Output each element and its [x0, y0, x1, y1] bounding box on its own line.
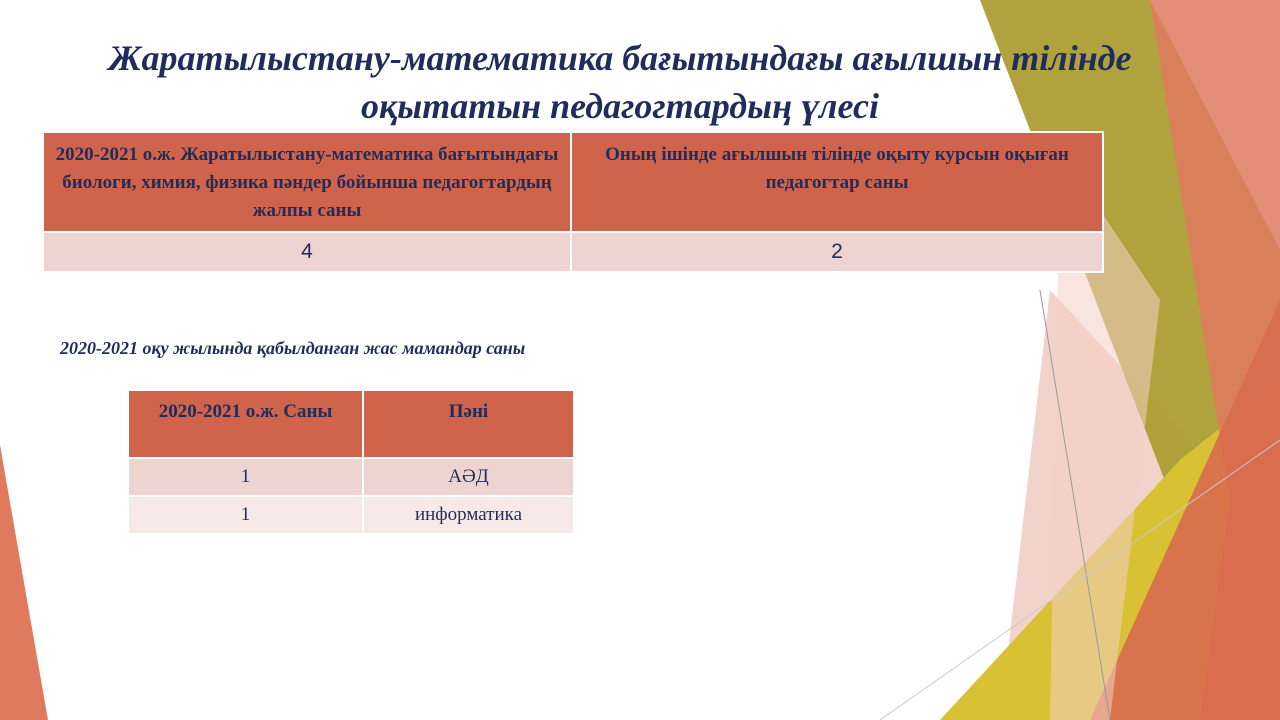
header-count: 2020-2021 о.ж. Саны — [128, 390, 363, 458]
left-orange-wedge — [0, 445, 48, 720]
cell-subject: информатика — [363, 496, 574, 534]
section-subtitle: 2020-2021 оқу жылында қабылданған жас мамандар саны — [60, 338, 526, 358]
slide-title: Жаратылыстану-математика бағытындағы ағылшын тілінде оқытатын педагогтардың үлесі — [108, 38, 1132, 126]
cell-total-teachers: 4 — [43, 232, 571, 272]
header-total-teachers: 2020-2021 о.ж. Жаратылыстану-математика бағытындағы биологи, химия, физика пәндер бойынша педагогтардың жалпы саны — [43, 132, 571, 232]
table-row — [128, 458, 574, 496]
teachers-table — [42, 131, 1104, 273]
table-header-row — [43, 132, 1103, 232]
cell-count: 1 — [128, 458, 363, 496]
header-english-course-teachers: Оның ішінде ағылшын тілінде оқыту курсын оқыған педагогтар саны — [571, 132, 1103, 232]
cell-count: 1 — [128, 496, 363, 534]
table-header-row — [128, 390, 574, 458]
cell-english-course-teachers: 2 — [571, 232, 1103, 272]
header-subject: Пәні — [363, 390, 574, 458]
table-row — [128, 496, 574, 534]
cell-subject: АӘД — [363, 458, 574, 496]
table-row — [43, 232, 1103, 272]
young-specialists-table — [127, 389, 575, 535]
